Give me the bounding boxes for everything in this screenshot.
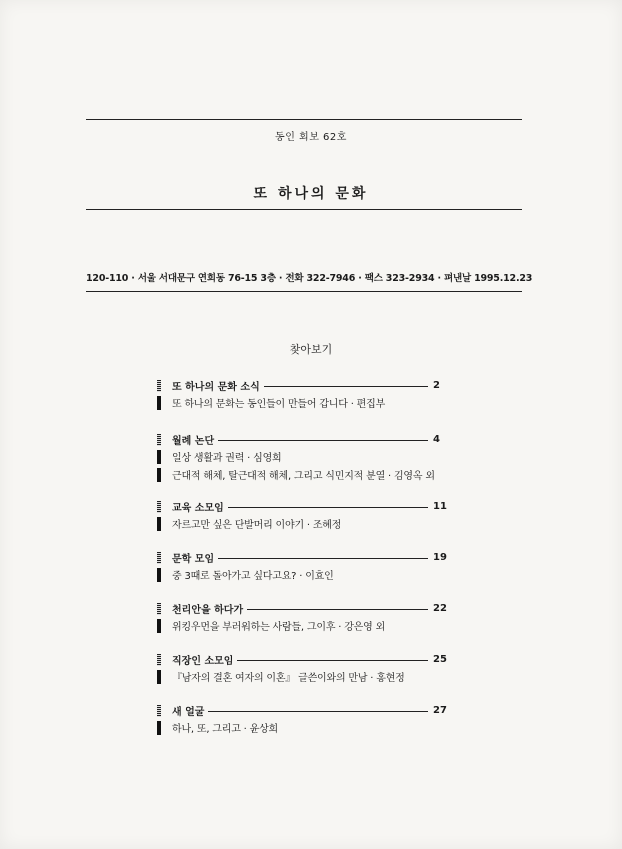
section-marker xyxy=(157,434,161,446)
section-page-number: 25 xyxy=(433,654,447,665)
article-entry xyxy=(157,618,447,633)
toc-section xyxy=(157,379,447,410)
article-title: 『남자의 결혼 여자의 이혼』 글쓴이와의 만남 · 홍현정 xyxy=(172,673,405,684)
article-entry xyxy=(157,516,447,531)
article-marker xyxy=(157,619,161,633)
article-marker xyxy=(157,450,161,464)
top-rule xyxy=(86,119,522,120)
leader-line xyxy=(218,558,428,559)
section-marker xyxy=(157,603,161,615)
article-entry xyxy=(157,720,447,735)
section-heading-row xyxy=(157,551,447,564)
toc-heading: 찾아보기 xyxy=(289,343,333,356)
toc-section xyxy=(157,653,447,684)
section-marker xyxy=(157,380,161,392)
newsletter-title: 또 하나의 문화 xyxy=(253,186,369,202)
section-marker xyxy=(157,501,161,513)
article-entry xyxy=(157,449,447,464)
section-page-number: 27 xyxy=(433,705,447,716)
section-title: 천리안을 하다가 xyxy=(172,605,244,616)
article-title: 중 3때로 돌아가고 싶다고요? · 이효인 xyxy=(172,571,334,582)
leader-line xyxy=(208,711,428,712)
section-page-number: 2 xyxy=(433,380,440,391)
article-entry xyxy=(157,669,447,684)
toc-section xyxy=(157,602,447,633)
leader-line xyxy=(237,660,428,661)
article-title: 일상 생활과 권력 · 심영희 xyxy=(172,453,282,464)
article-marker xyxy=(157,568,161,582)
section-title: 또 하나의 문화 소식 xyxy=(172,382,260,393)
leader-line xyxy=(228,507,428,508)
article-marker xyxy=(157,396,161,410)
section-heading-row xyxy=(157,653,447,666)
title-rule xyxy=(86,209,522,210)
article-title: 또 하나의 문화는 동인들이 만들어 갑니다 · 편집부 xyxy=(172,399,386,410)
section-page-number: 4 xyxy=(433,434,440,445)
section-page-number: 22 xyxy=(433,603,447,614)
article-marker xyxy=(157,670,161,684)
section-heading-row xyxy=(157,379,447,392)
leader-line xyxy=(218,440,428,441)
section-page-number: 19 xyxy=(433,552,447,563)
section-title: 직장인 소모임 xyxy=(172,656,234,667)
section-heading-row xyxy=(157,602,447,615)
section-marker xyxy=(157,552,161,564)
section-title: 월례 논단 xyxy=(172,436,215,447)
article-title: 하나, 또, 그리고 · 윤상희 xyxy=(172,724,278,735)
article-entry xyxy=(157,567,447,582)
section-heading-row xyxy=(157,500,447,513)
section-title: 문학 모임 xyxy=(172,554,215,565)
article-title: 근대적 해체, 탈근대적 해체, 그리고 식민지적 분열 · 김영옥 외 xyxy=(172,471,435,482)
section-marker xyxy=(157,654,161,666)
toc-section xyxy=(157,433,447,482)
section-marker xyxy=(157,705,161,717)
article-entry xyxy=(157,395,447,410)
leader-line xyxy=(247,609,428,610)
toc-section xyxy=(157,500,447,531)
article-marker xyxy=(157,517,161,531)
section-heading-row xyxy=(157,433,447,446)
issue-number: 동인 회보 62호 xyxy=(275,132,347,143)
article-title: 자르고만 싶은 단발머리 이야기 · 조혜정 xyxy=(172,520,342,531)
section-title: 새 얼굴 xyxy=(172,707,205,718)
article-title: 위킹우먼을 부러워하는 사람들, 그이후 · 강은영 외 xyxy=(172,622,386,633)
address-line: 120-110 · 서울 서대문구 연희동 76-15 3층 · 전화 322-7946 · 팩스 323-2934 · 펴낸날 1995.12.23 xyxy=(86,273,533,284)
address-rule xyxy=(86,291,522,292)
article-marker xyxy=(157,721,161,735)
article-marker xyxy=(157,468,161,482)
section-page-number: 11 xyxy=(433,501,447,512)
article-entry xyxy=(157,467,447,482)
section-heading-row xyxy=(157,704,447,717)
toc-section xyxy=(157,704,447,735)
toc-section xyxy=(157,551,447,582)
leader-line xyxy=(264,386,428,387)
section-title: 교육 소모임 xyxy=(172,503,224,514)
